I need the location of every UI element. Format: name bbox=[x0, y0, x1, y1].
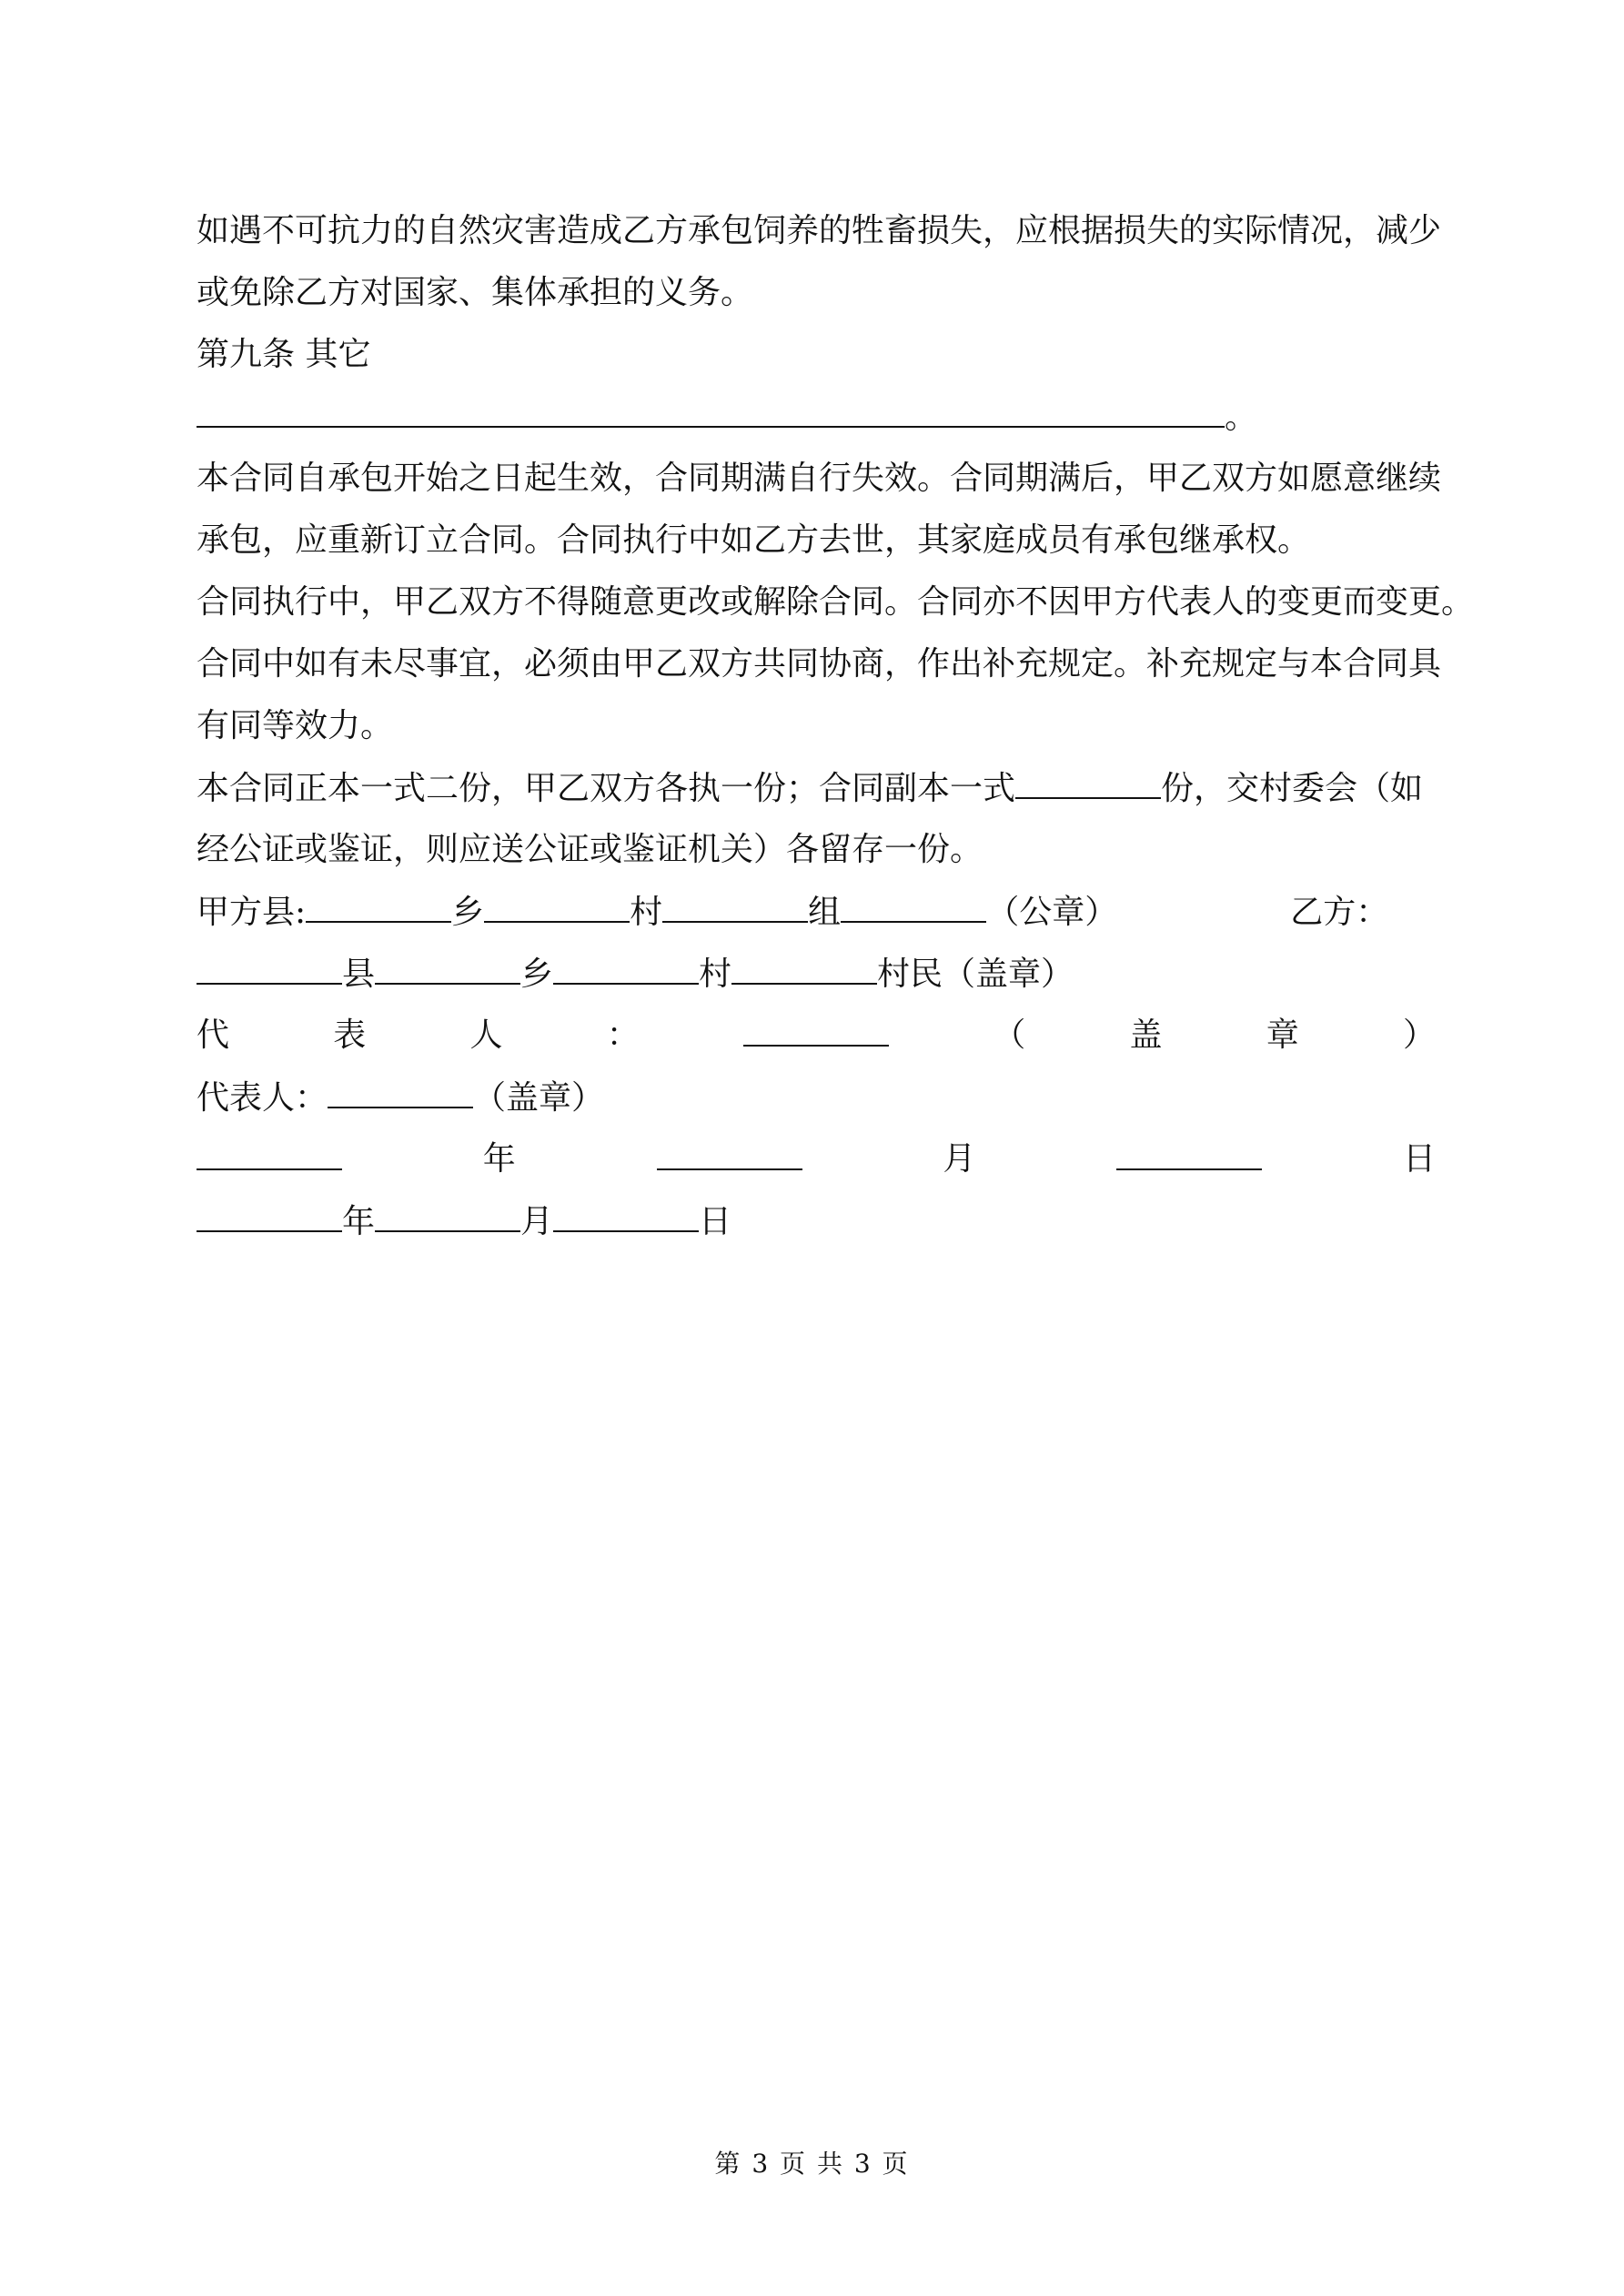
other-terms-line bbox=[197, 386, 1436, 448]
party-a-day-label: 日 bbox=[1402, 1140, 1436, 1178]
party-b-year-label: 年 bbox=[342, 1203, 376, 1240]
rep-char-1: 代 bbox=[197, 1017, 230, 1054]
party-b-xiang-blank[interactable] bbox=[375, 943, 520, 985]
party-b-representative-line bbox=[197, 1067, 1436, 1128]
party-a-zu: 组 bbox=[808, 894, 842, 931]
copies-count-blank[interactable] bbox=[1015, 757, 1161, 799]
party-b-month-blank[interactable] bbox=[375, 1190, 520, 1232]
party-b-rep-label: 代表人： bbox=[197, 1079, 328, 1117]
party-a-day-blank[interactable] bbox=[1116, 1128, 1262, 1170]
party-b-xiang: 乡 bbox=[520, 956, 554, 993]
copies-text-b: 份，交村委会（如 bbox=[1161, 770, 1424, 807]
seal-char-4: ） bbox=[1402, 1017, 1436, 1054]
paragraph-force-majeure-line2: 或免除乙方对国家、集体承担的义务。 bbox=[197, 274, 754, 311]
rep-char-2: 表 bbox=[333, 1017, 367, 1054]
party-a-year-label: 年 bbox=[482, 1140, 516, 1178]
party-a-seal: （公章） bbox=[986, 894, 1118, 931]
party-a-cun-blank[interactable] bbox=[662, 881, 808, 923]
party-b-address-line bbox=[197, 943, 1436, 1005]
rep-char-4: ： bbox=[606, 1017, 640, 1054]
party-a-month-label: 月 bbox=[943, 1140, 976, 1178]
paragraph-effective-line1: 本合同自承包开始之日起生效，合同期满自行失效。合同期满后，甲乙双方如愿意继续 bbox=[197, 460, 1442, 497]
seal-char-1: （ bbox=[993, 1017, 1026, 1054]
party-a-rep-blank[interactable] bbox=[743, 1005, 889, 1047]
seal-char-3: 章 bbox=[1266, 1017, 1299, 1054]
party-b-month-label: 月 bbox=[520, 1203, 554, 1240]
paragraph-copies-line1 bbox=[197, 757, 1436, 819]
other-terms-blank[interactable] bbox=[197, 386, 1225, 428]
party-a-xiang-blank[interactable] bbox=[484, 881, 630, 923]
party-b-cun: 村 bbox=[699, 956, 732, 993]
page-footer: 第 3 页 共 3 页 bbox=[714, 2149, 910, 2179]
party-a-address-line bbox=[197, 881, 1436, 943]
party-a-date-line bbox=[197, 1128, 1436, 1190]
copies-text-a: 本合同正本一式二份，甲乙双方各执一份；合同副本一式 bbox=[197, 770, 1016, 807]
party-b-county-blank[interactable] bbox=[197, 943, 342, 985]
party-b-xian: 县 bbox=[342, 956, 376, 993]
article-9-heading: 第九条 其它 bbox=[197, 336, 371, 373]
party-b-villager-blank[interactable] bbox=[731, 943, 877, 985]
party-b-label: 乙方： bbox=[1290, 894, 1389, 931]
seal-char-2: 盖 bbox=[1129, 1017, 1163, 1054]
party-b-rep-seal: （盖章） bbox=[473, 1079, 605, 1117]
party-a-year-blank[interactable] bbox=[197, 1128, 342, 1170]
contract-body bbox=[197, 200, 1475, 1252]
party-a-xiang: 乡 bbox=[451, 894, 485, 931]
paragraph-no-change: 合同执行中，甲乙双方不得随意更改或解除合同。合同亦不因甲方代表人的变更而变更。 bbox=[197, 583, 1475, 621]
party-a-month-blank[interactable] bbox=[657, 1128, 802, 1170]
party-a-county-blank[interactable] bbox=[306, 881, 451, 923]
party-b-day-label: 日 bbox=[699, 1203, 732, 1240]
rep-char-3: 人 bbox=[469, 1017, 503, 1054]
party-b-rep-blank[interactable] bbox=[328, 1067, 473, 1108]
party-a-cun: 村 bbox=[630, 894, 663, 931]
paragraph-copies-line2: 经公证或鉴证，则应送公证或鉴证机关）各留存一份。 bbox=[197, 831, 983, 868]
paragraph-force-majeure-line1: 如遇不可抗力的自然灾害造成乙方承包饲养的牲畜损失，应根据损失的实际情况，减少 bbox=[197, 212, 1442, 249]
party-b-day-blank[interactable] bbox=[553, 1190, 699, 1232]
party-b-date-line bbox=[197, 1190, 1436, 1252]
other-terms-period: 。 bbox=[1225, 399, 1258, 436]
paragraph-effective-line2: 承包，应重新订立合同。合同执行中如乙方去世，其家庭成员有承包继承权。 bbox=[197, 521, 1311, 559]
paragraph-supplement-line1: 合同中如有未尽事宜，必须由甲乙双方共同协商，作出补充规定。补充规定与本合同具 bbox=[197, 645, 1442, 683]
party-b-year-blank[interactable] bbox=[197, 1190, 342, 1232]
party-a-representative-line bbox=[197, 1005, 1436, 1067]
party-a-zu-blank[interactable] bbox=[841, 881, 986, 923]
party-a-label: 甲方县: bbox=[197, 894, 307, 931]
party-b-cun-blank[interactable] bbox=[553, 943, 699, 985]
party-b-villager-seal: 村民（盖章） bbox=[877, 956, 1074, 993]
paragraph-supplement-line2: 有同等效力。 bbox=[197, 707, 394, 744]
